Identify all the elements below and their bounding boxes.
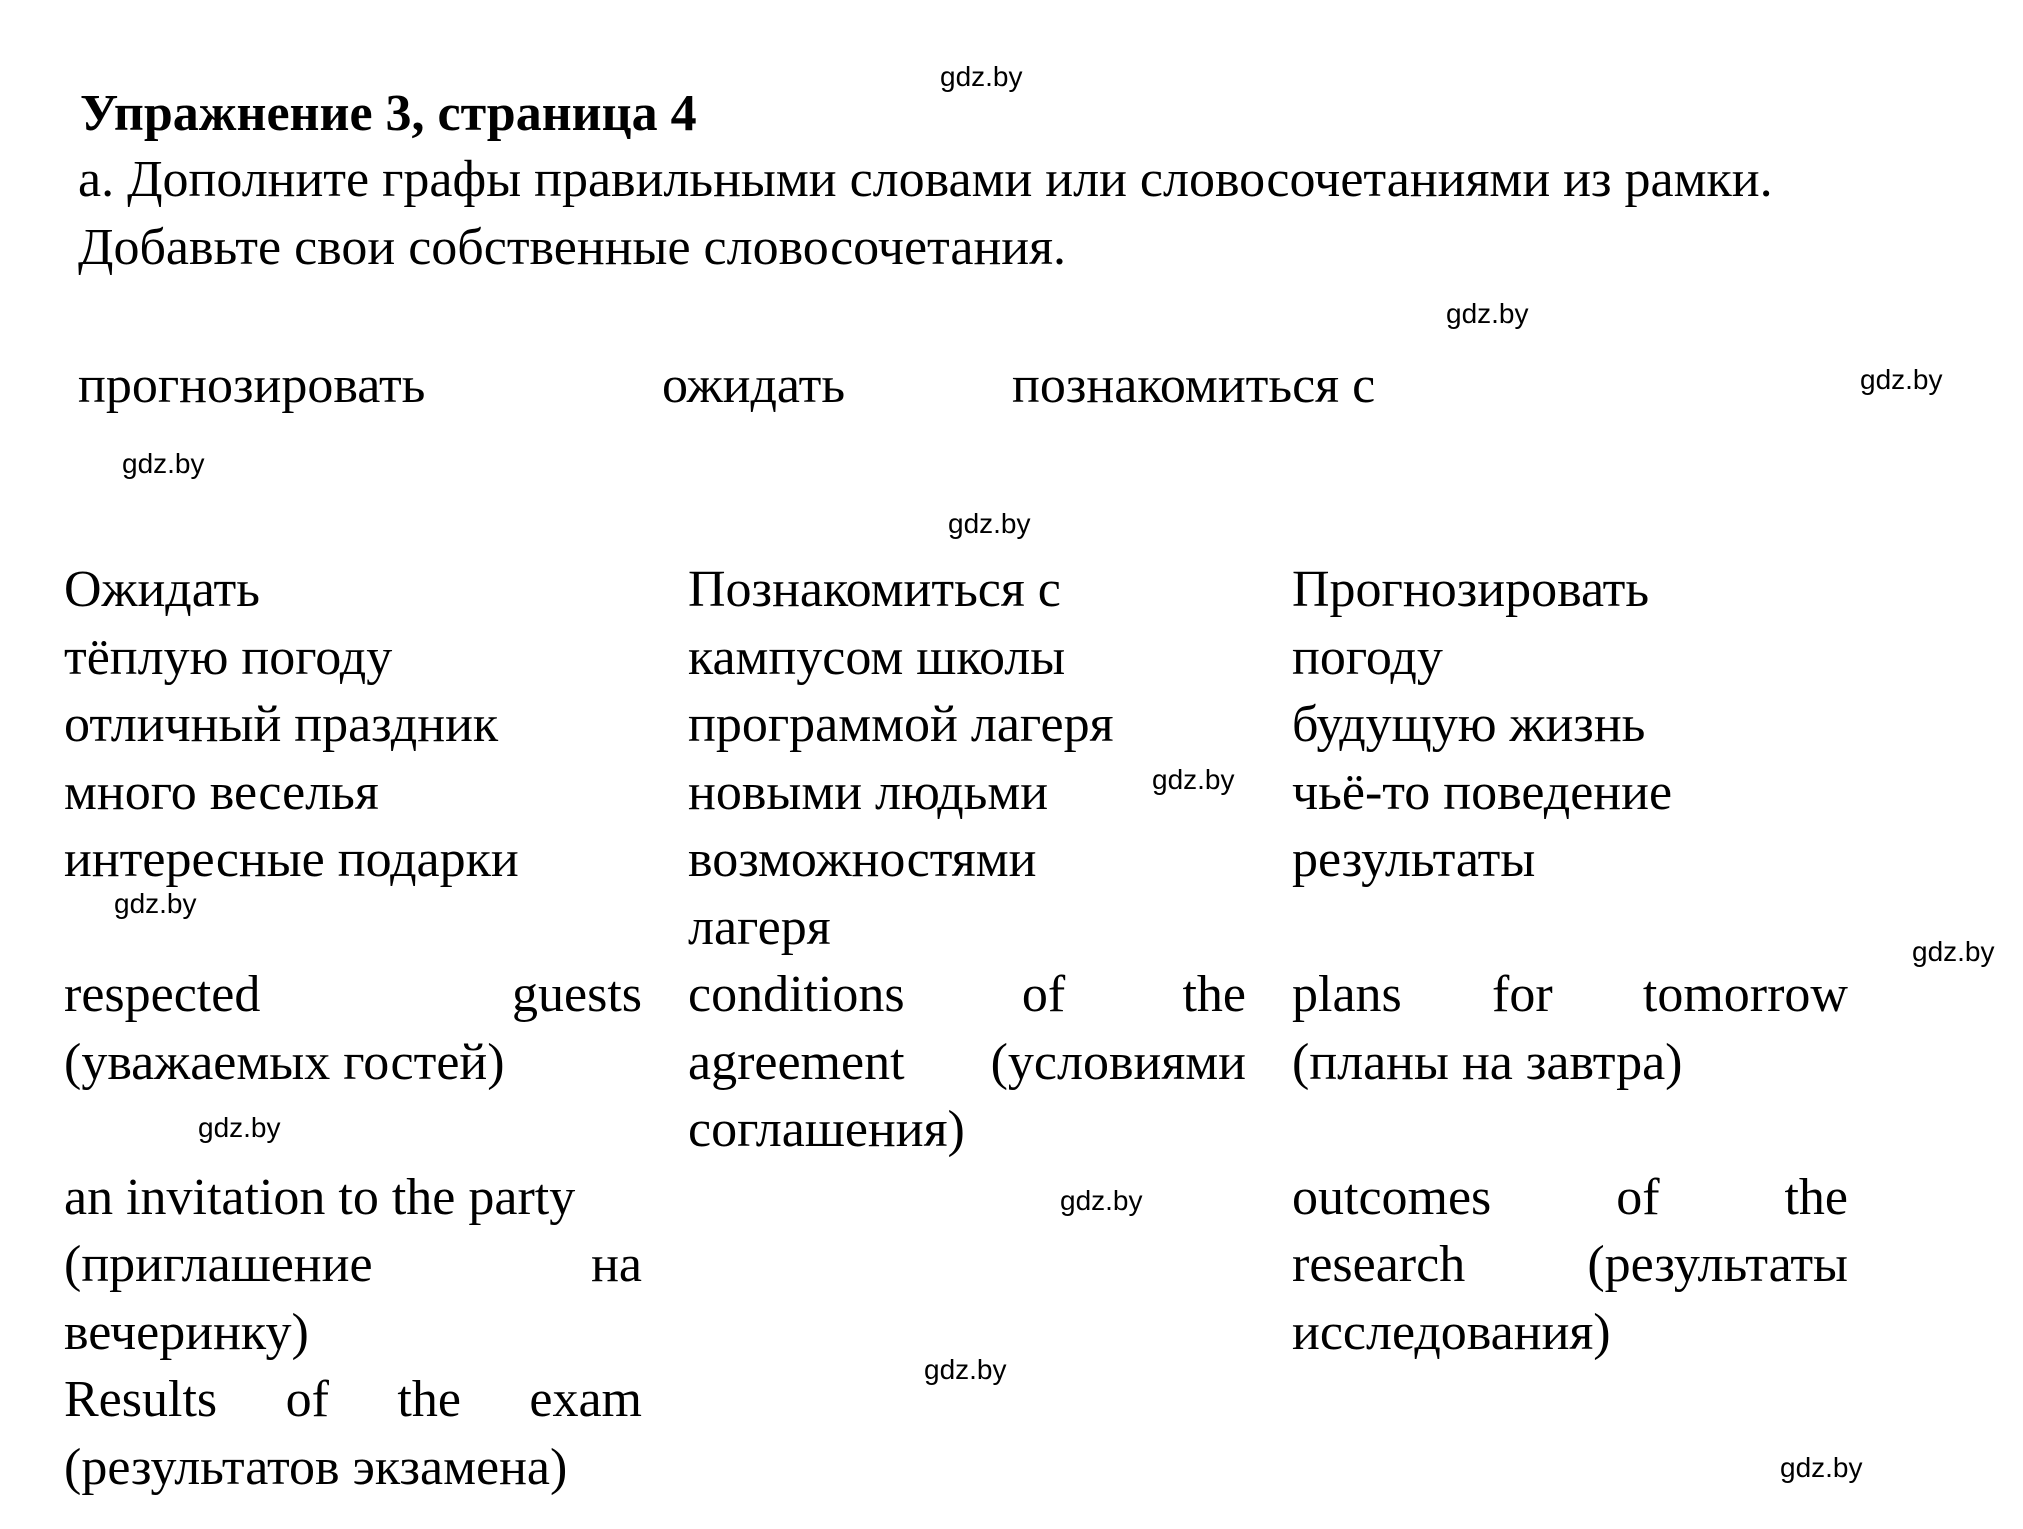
phrase-line bbox=[1292, 961, 1848, 1029]
list-item: интересные подарки bbox=[64, 831, 519, 888]
watermark: gdz.by bbox=[948, 508, 1031, 539]
list-item: результаты bbox=[1292, 831, 1536, 888]
watermark: gdz.by bbox=[1860, 364, 1943, 395]
watermark: gdz.by bbox=[924, 1354, 1007, 1385]
phrase-translation: (результатов экзамена) bbox=[64, 1438, 568, 1496]
phrase-line bbox=[688, 961, 1246, 1029]
list-item: отличный праздник bbox=[64, 696, 499, 753]
list-item: тёплую погоду bbox=[64, 628, 393, 686]
watermark: gdz.by bbox=[122, 448, 205, 479]
watermark: gdz.by bbox=[1446, 298, 1529, 329]
list-item: программой лагеря bbox=[688, 696, 1114, 753]
phrase-word: agreement bbox=[688, 1033, 905, 1091]
phrase-word: conditions bbox=[688, 966, 905, 1023]
phrase-word: (условиями bbox=[990, 1033, 1246, 1091]
phrase-word: respected bbox=[64, 966, 261, 1023]
box-word-predict: прогнозировать bbox=[78, 357, 426, 414]
phrase-word: (результаты bbox=[1587, 1236, 1848, 1293]
instruction-line-2: Добавьте свои собственные словосочетания. bbox=[78, 219, 1067, 276]
list-item: будущую жизнь bbox=[1292, 696, 1646, 753]
phrase-word: the bbox=[1182, 966, 1246, 1023]
phrase-word: plans bbox=[1292, 966, 1402, 1023]
watermark: gdz.by bbox=[1152, 764, 1235, 795]
phrase-word: outcomes bbox=[1292, 1168, 1492, 1226]
box-word-get-acquainted: познакомиться с bbox=[1012, 357, 1376, 414]
phrase-word: Results bbox=[64, 1371, 218, 1428]
phrase-word: the bbox=[1784, 1168, 1848, 1226]
phrase-word: guests bbox=[512, 966, 642, 1023]
phrase-word: of bbox=[1021, 966, 1066, 1023]
phrase-word: exam bbox=[529, 1371, 642, 1428]
phrase-word: of bbox=[1616, 1168, 1660, 1226]
column-heading: Прогнозировать bbox=[1292, 561, 1650, 618]
phrase-word: tomorrow bbox=[1642, 966, 1848, 1023]
column-heading: Познакомиться с bbox=[688, 561, 1061, 618]
watermark: gdz.by bbox=[1912, 936, 1995, 967]
phrase-line bbox=[64, 961, 642, 1029]
phrase-word: research bbox=[1292, 1236, 1466, 1293]
phrase-word: (приглашение bbox=[64, 1236, 373, 1293]
list-item: лагеря bbox=[688, 898, 831, 956]
phrase-line bbox=[64, 1366, 642, 1434]
watermark: gdz.by bbox=[1060, 1185, 1143, 1216]
phrase-translation: исследования) bbox=[1292, 1303, 1611, 1361]
column-predict bbox=[1292, 556, 1848, 1366]
list-item: погоду bbox=[1292, 628, 1443, 686]
column-get-acquainted bbox=[688, 556, 1246, 1164]
phrase-line bbox=[688, 1029, 1246, 1097]
column-expect bbox=[64, 556, 642, 1501]
phrase-word: на bbox=[591, 1236, 642, 1293]
phrase-translation: (уважаемых гостей) bbox=[64, 1033, 505, 1091]
phrase-word: of bbox=[285, 1371, 329, 1428]
list-item: возможностями bbox=[688, 831, 1037, 888]
phrase-translation: (планы на завтра) bbox=[1292, 1033, 1683, 1091]
phrase-word: for bbox=[1492, 966, 1553, 1023]
page-title: Упражнение 3, страница 4 bbox=[80, 85, 697, 142]
phrase-line bbox=[1292, 1231, 1848, 1299]
phrase-translation: вечеринку) bbox=[64, 1303, 309, 1361]
list-item: новыми людьми bbox=[688, 763, 1049, 821]
watermark: gdz.by bbox=[198, 1112, 281, 1143]
instruction-line-1: а. Дополните графы правильными словами или словосочетаниями из рамки. bbox=[78, 151, 1773, 208]
watermark: gdz.by bbox=[940, 61, 1023, 92]
list-item: кампусом школы bbox=[688, 628, 1066, 686]
box-word-expect: ожидать bbox=[662, 357, 846, 414]
phrase-line bbox=[1292, 1164, 1848, 1232]
watermark: gdz.by bbox=[114, 888, 197, 919]
column-heading: Ожидать bbox=[64, 561, 260, 618]
phrase-word: the bbox=[397, 1371, 461, 1428]
list-item: много веселья bbox=[64, 763, 379, 821]
watermark: gdz.by bbox=[1780, 1452, 1863, 1483]
phrase-line: an invitation to the party bbox=[64, 1168, 576, 1226]
phrase-translation bbox=[64, 1231, 642, 1299]
phrase-translation: соглашения) bbox=[688, 1101, 965, 1158]
list-item: чьё-то поведение bbox=[1292, 763, 1673, 821]
